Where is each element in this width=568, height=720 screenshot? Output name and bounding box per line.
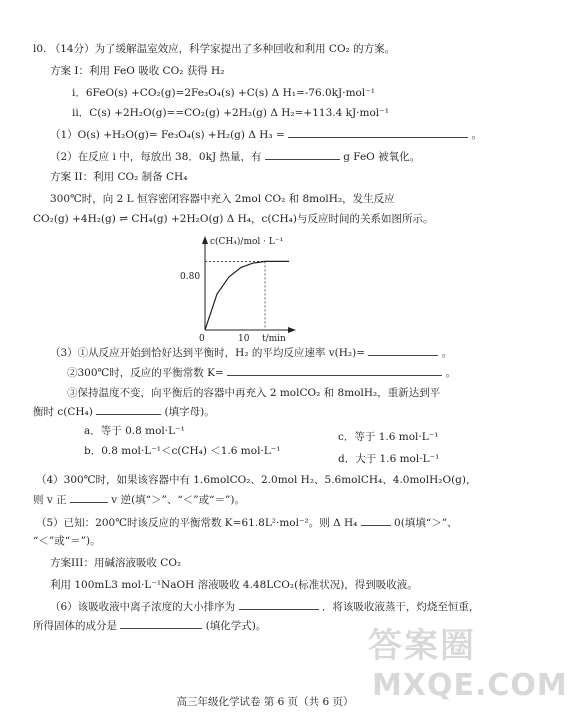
page-footer: 高三年级化学试卷 第 6 页（共 6 页）: [176, 696, 354, 708]
x-axis-arrow: [288, 327, 296, 333]
sub-question-2-end: g FeO 被氧化。: [343, 151, 421, 163]
reaction-i: i．6FeO(s) +CO₂(g)=2Fe₃O₄(s) +C(s) Δ H₁=-76.0kJ·mol⁻¹: [72, 87, 375, 99]
sub-question-3-3-cont: [33, 404, 215, 419]
plan-3-desc: 利用 100mL3 mol·L⁻¹NaOH 溶液吸收 4.48LCO₂(标准状况)，得到吸收液。: [50, 579, 418, 591]
sub-question-6-cont-text: 所得固体的成分是: [33, 620, 117, 632]
sub-question-3-3-cont-end: (填字母)。: [164, 406, 215, 418]
plan-2-heading: 方案 II：利用 CO₂ 制备 CH₄: [50, 171, 188, 183]
plan-2-desc-2: CO₂(g) +4H₂(g) ⇌ CH₄(g) +2H₂O(g) Δ H₄，c(CH₄)与反应时间的关系如图所示。: [33, 213, 434, 225]
reaction-ii: ii．C(s) +2H₂O(g)==CO₂(g) +2H₂(g) Δ H₂=+113.4 kJ·mol⁻¹: [72, 107, 389, 119]
answer-blank-6a[interactable]: [239, 599, 319, 610]
sub-question-6-cont-end: (填化学式)。: [205, 620, 267, 632]
sub-question-3-3: ③保持温度不变，向平衡后的容器中再充入 2 molCO₂ 和 8molH₂，重新达到平: [67, 387, 441, 399]
option-c: c．等于 1.6 mol·L⁻¹: [338, 431, 439, 443]
sub-question-2-text: （2）在反应 i 中，每放出 38．0kJ 热量，有: [50, 151, 262, 163]
sub-question-1: [50, 127, 482, 142]
sub-question-5: [36, 515, 458, 530]
x-tick-10: 10: [238, 334, 250, 344]
watermark-domain: MXQE.COM: [372, 668, 568, 703]
sub-question-3-2: [67, 365, 456, 380]
y-tick-080: 0.80: [180, 272, 201, 282]
answer-blank-3-2[interactable]: [227, 365, 442, 376]
answer-blank-2[interactable]: [265, 149, 340, 160]
answer-blank-5[interactable]: [361, 515, 391, 526]
plan-3-heading: 方案III：用碱溶液吸收 CO₂: [50, 557, 182, 569]
y-axis-label: c(CH₄)/mol · L⁻¹: [210, 237, 284, 247]
answer-blank-4[interactable]: [70, 492, 108, 503]
ch4-curve: [205, 261, 289, 330]
sub-question-4-cont: [33, 492, 245, 507]
sub-question-3-2-text: ②300℃时，反应的平衡常数 K=: [67, 367, 224, 379]
sub-question-1-text: （1）O(s) +H₂O(g)= Fe₃O₄(s) +H₂(g) Δ H₃ =: [50, 129, 285, 141]
sub-question-5-end: 0(填填“＞”、: [394, 517, 458, 529]
sub-question-6-mid: ．将该吸收液蒸干，灼烧至恒重，: [321, 601, 480, 613]
plan-2-desc-1: 300℃时，向 2 L 恒容密闭容器中充入 2mol CO₂ 和 8molH₂，发生反应: [50, 193, 395, 205]
sub-question-4-cont-end: v 逆(填“＞”、“＜”或“＝”)。: [111, 494, 245, 506]
sub-question-3-3-cont-text: 衡时 c(CH₄): [33, 406, 93, 418]
answer-blank-6b[interactable]: [120, 618, 202, 629]
answer-blank-1[interactable]: [288, 127, 468, 138]
sub-question-3-1-end: 。: [441, 347, 453, 359]
sub-question-2: [50, 149, 420, 164]
sub-question-6-cont: [33, 618, 266, 633]
option-d: d．大于 1.6 mol·L⁻¹: [338, 453, 440, 465]
option-b: b．0.8 mol·L⁻¹＜c(CH₄) ＜1.6 mol·L⁻¹: [84, 445, 281, 457]
question-title: l0. （14分）为了缓解温室效应，科学家提出了多种回收和利用 CO₂ 的方案。: [33, 43, 396, 55]
sub-question-5-text: （5）已知：200℃时该反应的平衡常数 K=61.8L²·mol⁻²。则 Δ H₄: [36, 517, 358, 529]
ch4-concentration-chart: [180, 232, 300, 344]
answer-blank-3-3[interactable]: [96, 404, 161, 415]
sub-question-3-1: [50, 345, 452, 360]
sub-question-4-cont-text: 则 v 正: [33, 494, 67, 506]
answer-blank-3-1[interactable]: [368, 345, 438, 356]
sub-question-1-end: 。: [471, 129, 482, 141]
watermark-logo-text: 答案圈: [368, 626, 476, 666]
sub-question-6: [50, 599, 479, 614]
sub-question-4: （4）300℃时，如果该容器中有 1.6molCO₂、2.0mol H₂、5.6molCH₄、4.0molH₂O(g)，: [36, 474, 477, 486]
sub-question-3-1-text: （3）①从反应开始到恰好达到平衡时，H₂ 的平均反应速率 v(H₂)=: [50, 347, 366, 359]
sub-question-6-text: （6）该吸收液中离子浓度的大小排序为: [50, 601, 236, 613]
y-axis-arrow: [202, 236, 208, 244]
x-axis-label: t/min: [262, 334, 286, 344]
sub-question-5-cont: “＜”或“＝”)。: [33, 535, 101, 547]
plan-1-heading: 方案 I：利用 FeO 吸收 CO₂ 获得 H₂: [50, 65, 225, 77]
option-a: a．等于 0.8 mol·L⁻¹: [84, 425, 185, 437]
sub-question-3-2-end: 。: [445, 367, 456, 379]
x-tick-0: 0: [199, 334, 205, 344]
